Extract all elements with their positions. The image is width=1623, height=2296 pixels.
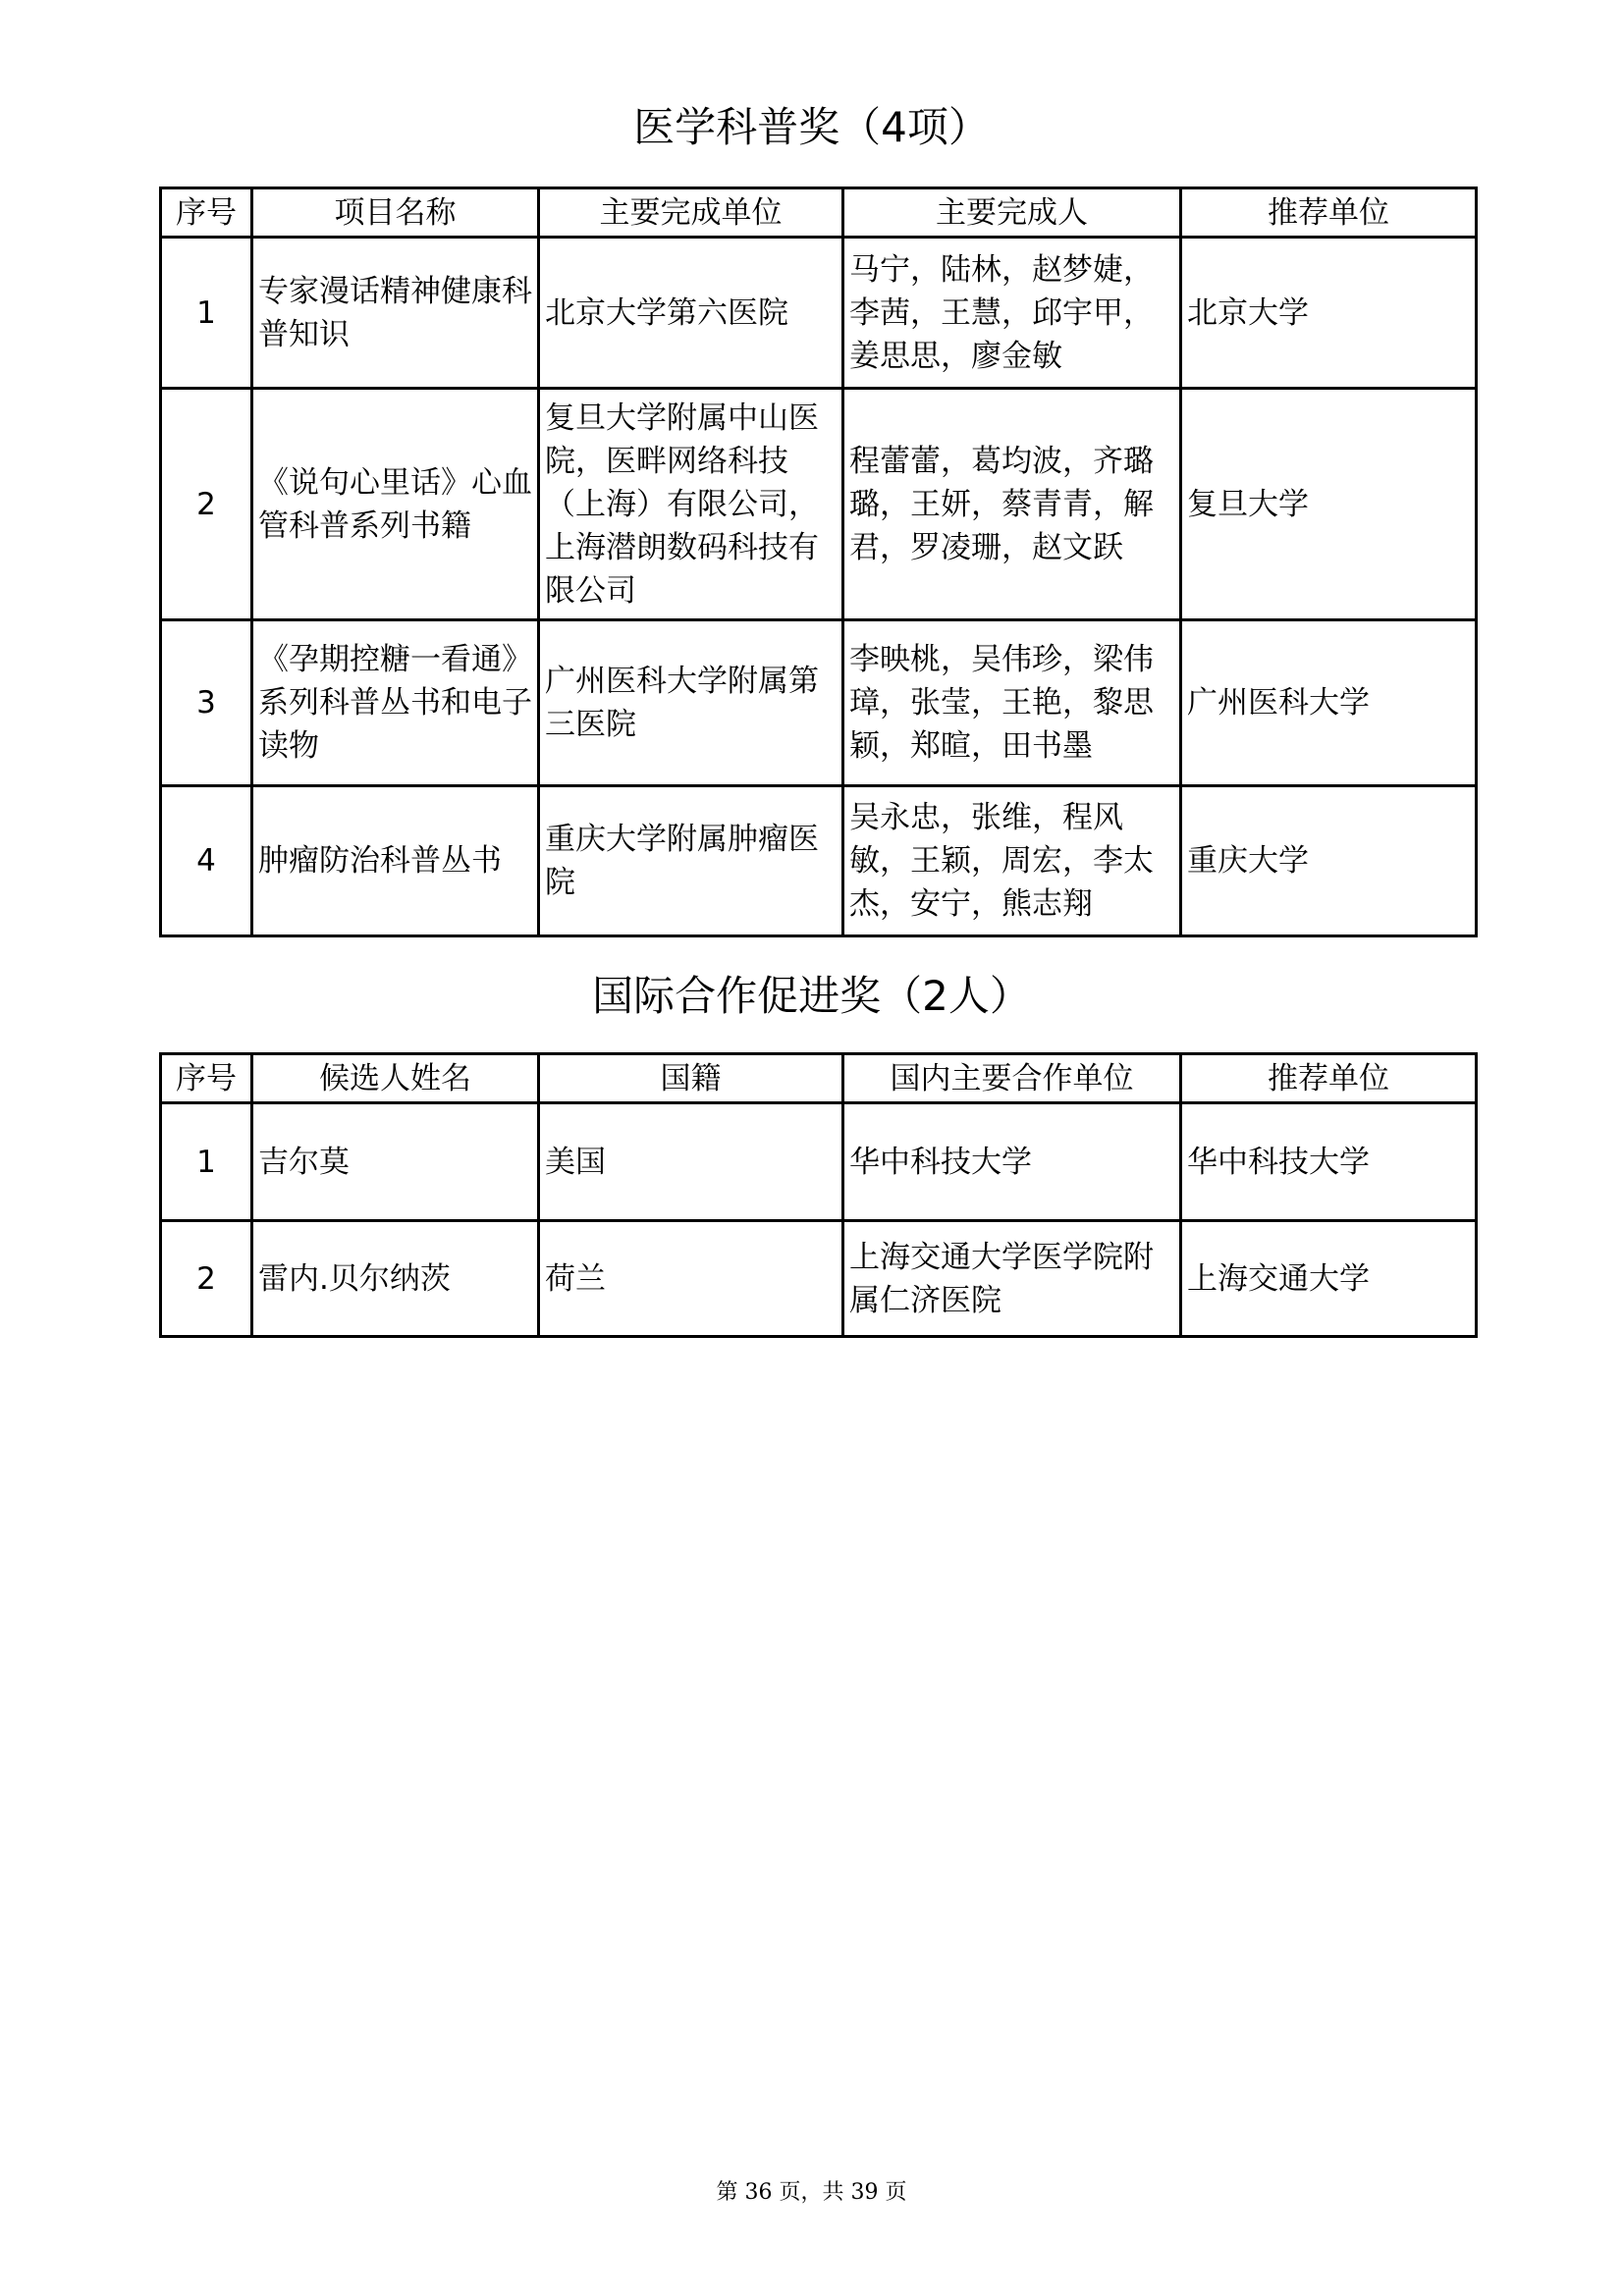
header-project-name: 项目名称 bbox=[252, 188, 539, 238]
header-recommender: 推荐单位 bbox=[1181, 188, 1477, 238]
header-nationality: 国籍 bbox=[539, 1054, 843, 1103]
cell-people: 马宁，陆林，赵梦婕，李茜，王慧，邱宇甲，姜思思，廖金敏 bbox=[843, 238, 1181, 389]
cell-people: 程蕾蕾，葛均波，齐璐璐，王妍，蔡青青，解君，罗凌珊，赵文跃 bbox=[843, 389, 1181, 620]
table-row bbox=[161, 1103, 1477, 1221]
table-row bbox=[161, 786, 1477, 936]
header-main-units: 主要完成单位 bbox=[539, 188, 843, 238]
cell-name: 吉尔莫 bbox=[252, 1103, 539, 1221]
table-row bbox=[161, 620, 1477, 786]
cell-name: 雷内.贝尔纳茨 bbox=[252, 1221, 539, 1337]
cell-project: 专家漫话精神健康科普知识 bbox=[252, 238, 539, 389]
cell-nationality: 荷兰 bbox=[539, 1221, 843, 1337]
cell-recommender: 北京大学 bbox=[1181, 238, 1477, 389]
cell-people: 吴永忠，张维，程风敏，王颖，周宏，李太杰，安宁，熊志翔 bbox=[843, 786, 1181, 936]
cell-index: 2 bbox=[161, 1221, 252, 1337]
cell-partner: 华中科技大学 bbox=[843, 1103, 1181, 1221]
header-domestic-partner: 国内主要合作单位 bbox=[843, 1054, 1181, 1103]
cell-recommender: 广州医科大学 bbox=[1181, 620, 1477, 786]
cell-project: 肿瘤防治科普丛书 bbox=[252, 786, 539, 936]
cell-units: 复旦大学附属中山医院，医畔网络科技（上海）有限公司，上海潜朗数码科技有限公司 bbox=[539, 389, 843, 620]
header-recommender: 推荐单位 bbox=[1181, 1054, 1477, 1103]
cell-units: 北京大学第六医院 bbox=[539, 238, 843, 389]
cell-partner: 上海交通大学医学院附属仁济医院 bbox=[843, 1221, 1181, 1337]
cell-index: 1 bbox=[161, 1103, 252, 1221]
header-main-people: 主要完成人 bbox=[843, 188, 1181, 238]
cell-recommender: 上海交通大学 bbox=[1181, 1221, 1477, 1337]
header-candidate-name: 候选人姓名 bbox=[252, 1054, 539, 1103]
cell-project: 《孕期控糖一看通》系列科普丛书和电子读物 bbox=[252, 620, 539, 786]
section-title-international-cooperation: 国际合作促进奖（2人） bbox=[592, 972, 1031, 1020]
cell-nationality: 美国 bbox=[539, 1103, 843, 1221]
international-cooperation-table bbox=[159, 1052, 1478, 1338]
header-index: 序号 bbox=[161, 188, 252, 238]
page-number-footer: 第 36 页，共 39 页 bbox=[716, 2180, 907, 2205]
cell-index: 4 bbox=[161, 786, 252, 936]
cell-units: 广州医科大学附属第三医院 bbox=[539, 620, 843, 786]
table-header-row bbox=[161, 1054, 1477, 1103]
cell-units: 重庆大学附属肿瘤医院 bbox=[539, 786, 843, 936]
section-title-science-popularization: 医学科普奖（4项） bbox=[633, 103, 990, 151]
header-index: 序号 bbox=[161, 1054, 252, 1103]
table-row bbox=[161, 1221, 1477, 1337]
table-header-row bbox=[161, 188, 1477, 238]
cell-index: 2 bbox=[161, 389, 252, 620]
cell-recommender: 华中科技大学 bbox=[1181, 1103, 1477, 1221]
table-row bbox=[161, 389, 1477, 620]
cell-recommender: 重庆大学 bbox=[1181, 786, 1477, 936]
cell-recommender: 复旦大学 bbox=[1181, 389, 1477, 620]
cell-project: 《说句心里话》心血管科普系列书籍 bbox=[252, 389, 539, 620]
cell-index: 1 bbox=[161, 238, 252, 389]
cell-index: 3 bbox=[161, 620, 252, 786]
table-row bbox=[161, 238, 1477, 389]
science-popularization-table bbox=[159, 187, 1478, 937]
cell-people: 李映桃，吴伟珍，梁伟璋，张莹，王艳，黎思颖，郑暄，田书墨 bbox=[843, 620, 1181, 786]
